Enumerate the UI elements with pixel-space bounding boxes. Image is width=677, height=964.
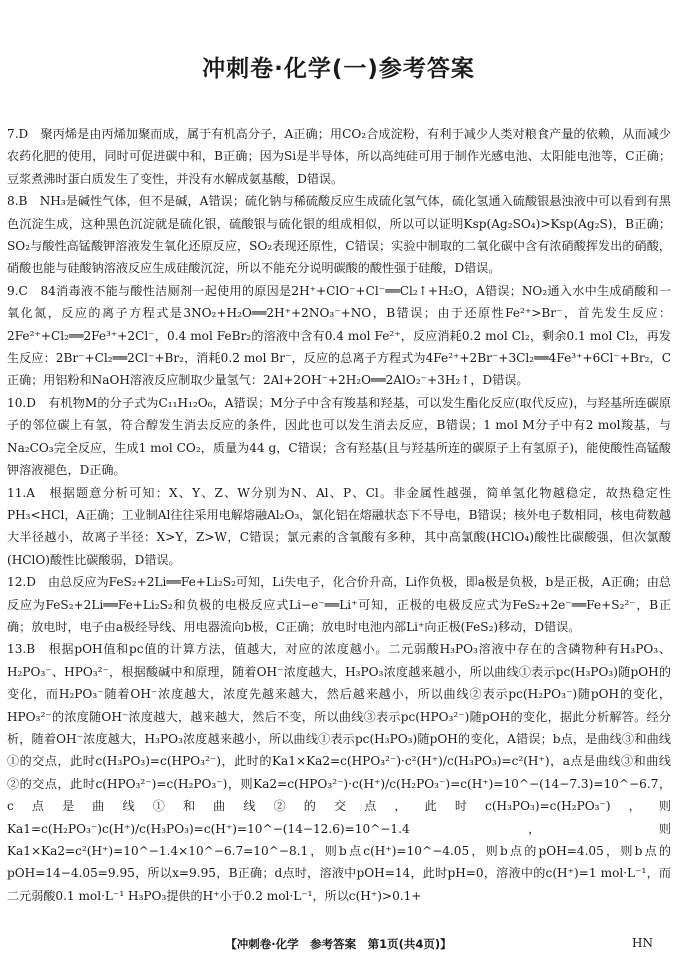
answer-item: 10.D 有机物M的分子式为C₁₁H₁₂O₆，A错误；M分子中含有羧基和羟基，可以发生酯化反应(取代反应)，与羟基所连碳原子的邻位碳上有氢，符合醇发生消去反应的条件，因此也可以发生消去反应，B错误；1 mol M分子中有2 mol羧基，与Na₂CO₃完全反应，生成1 mol CO₂，质量为44 g，C错误；含有羟基(且与羟基所连的碳原子上有氢原子)，能使酸性高锰酸钾溶液褪色，D正确。	[7, 395, 671, 478]
answer-item: 7.D 聚丙烯是由丙烯加聚而成，属于有机高分子，A正确；用CO₂合成淀粉，有利于减少人类对粮食产量的依赖，从而减少农药化肥的使用，同时可促进碳中和，B正确；因为Si是半导体，所以高纯硅可用于制作光感电池、太阳能电池等，C正确；豆浆煮沸时蛋白质发生了变性，并没有水解成氨基酸，D错误。	[7, 127, 671, 186]
answer-item: 11.A 根据题意分析可知：X、Y、Z、W分别为N、Al、P、Cl。非金属性越强，简单氢化物越稳定，故热稳定性PH₃<HCl，A正确；工业制Al往往采用电解熔融Al₂O₃，氯化铝在熔融状态下不导电，B错误；核外电子数相同，核电荷数越大半径越小，故离子半径：X>Y，Z>W，C错误；氯元素的含氧酸有多种，其中高氯酸(HClO₄)酸性比碳酸强，但次氯酸(HClO)酸性比碳酸弱，D错误。	[7, 485, 671, 567]
page-footer: 【冲刺卷·化学 参考答案 第1页(共4页)】	[225, 937, 452, 951]
answer-item: 8.B NH₃是碱性气体，但不是碱，A错误；硫化钠与稀硫酸反应生成硫化氢气体，硫化氢通入硫酸银悬浊液中可以看到有黑色沉淀生成，这种黑色沉淀就是硫化银，硫酸银与硫化银的组成相似，所以可以证明Ksp(Ag₂SO₄)>Ksp(Ag₂S)，B正确；SO₂与酸性高锰酸钾溶液发生氧化还原反应，SO₂表现还原性，C错误；实验中制取的二氧化碳中含有浓硝酸挥发出的硝酸，硝酸也能与硅酸钠溶液反应生成硅酸沉淀，所以不能充分说明碳酸的酸性强于硅酸，D错误。	[7, 194, 671, 276]
answer-item: 9.C 84消毒液不能与酸性洁厕剂一起使用的原因是2H⁺+ClO⁻+Cl⁻══Cl₂↑+H₂O，A错误；NO₂通入水中生成硝酸和一氧化氮，反应的离子方程式是3NO₂+H₂O══2H⁺+2NO₃⁻+NO，B错误；由于还原性Fe²⁺>Br⁻，首先发生反应：2Fe²⁺+Cl₂══2Fe³⁺+2Cl⁻，0.4 mol FeBr₂的溶液中含有0.4 mol Fe²⁺，反应消耗0.2 mol Cl₂，剩余0.1 mol Cl₂，再发生反应：2Br⁻+Cl₂══2Cl⁻+Br₂，消耗0.2 mol Br⁻，反应的总离子方程式为4Fe²⁺+2Br⁻+3Cl₂══4Fe³⁺+6Cl⁻+Br₂，C正确；用铝粉和NaOH溶液反应制取少量氢气：2Al+2OH⁻+2H₂O══2AlO₂⁻+3H₂↑，D错误。	[7, 283, 671, 388]
answer-item: 13.B 根据pOH值和pc值的计算方法，值越大，对应的浓度越小。二元弱酸H₃PO₃溶液中存在的含磷物种有H₃PO₃、H₂PO₃⁻、HPO₃²⁻，根据酸碱中和原理，随着OH⁻浓度越大，H₃PO₃浓度越来越小，所以曲线①表示pc(H₃PO₃)随pOH的变化，而H₂PO₃⁻随着OH⁻浓度越大，浓度先越来越大，然后越来越小，所以曲线②表示pc(H₂PO₃⁻)随pOH的变化，HPO₃²⁻的浓度随OH⁻浓度越大，越来越大，然后不变，所以曲线③表示pc(HPO₃²⁻)随pOH的变化，据此分析解答。经分析，随着OH⁻浓度越大，H₃PO₃浓度越来越小，所以曲线①表示pc(H₃PO₃)随pOH的变化，A错误；b点，是曲线③和曲线①的交点，此时c(H₃PO₃)=c(HPO₃²⁻)，此时的Ka1×Ka2=c(HPO₃²⁻)·c²(H⁺)/c(H₃PO₃)=c²(H⁺)，a点是曲线③和曲线②的交点，此时c(HPO₃²⁻)=c(H₂PO₃⁻)，则Ka2=c(HPO₃²⁻)·c(H⁺)/c(H₂PO₃⁻)=c(H⁺)=10^−(14−7.3)=10^−6.7，c点是曲线①和曲线②的交点，此时c(H₃PO₃)=c(H₂PO₃⁻)，则Ka1=c(H₂PO₃⁻)c(H⁺)/c(H₃PO₃)=c(H⁺)=10^−(14−12.6)=10^−1.4，则Ka1×Ka2=c²(H⁺)=10^−1.4×10^−6.7=10^−8.1，则b点c(H⁺)=10^−4.05，则b点的pOH=4.05，则b点的pOH=14−4.05=9.95，所以x=9.95，B正确；d点时，溶液中pOH=14，此时pH=0，溶液中的c(H⁺)=1 mol·L⁻¹，而二元弱酸0.1 mol·L⁻¹ H₃PO₃提供的H⁺小于0.2 mol·L⁻¹，所以c(H⁺)>0.1+	[7, 642, 671, 903]
page-title: 冲刺卷·化学(一)参考答案	[202, 56, 475, 82]
answer-list	[7, 123, 671, 907]
region-code: HN	[632, 936, 653, 950]
answer-item: 12.D 由总反应为FeS₂+2Li══Fe+Li₂S₂可知，Li失电子，化合价升高，Li作负极，即a极是负极，b是正极，A正确；由总反应为FeS₂+2Li══Fe+Li₂S₂和负极的电极反应式Li−e⁻══Li⁺可知，正极的电极反应式为FeS₂+2e⁻══Fe+S₂²⁻，B正确；放电时，电子由a极经导线、用电器流向b极，C正确；放电时电池内部Li⁺向正极(FeS₂)移动，D错误。	[7, 575, 671, 634]
